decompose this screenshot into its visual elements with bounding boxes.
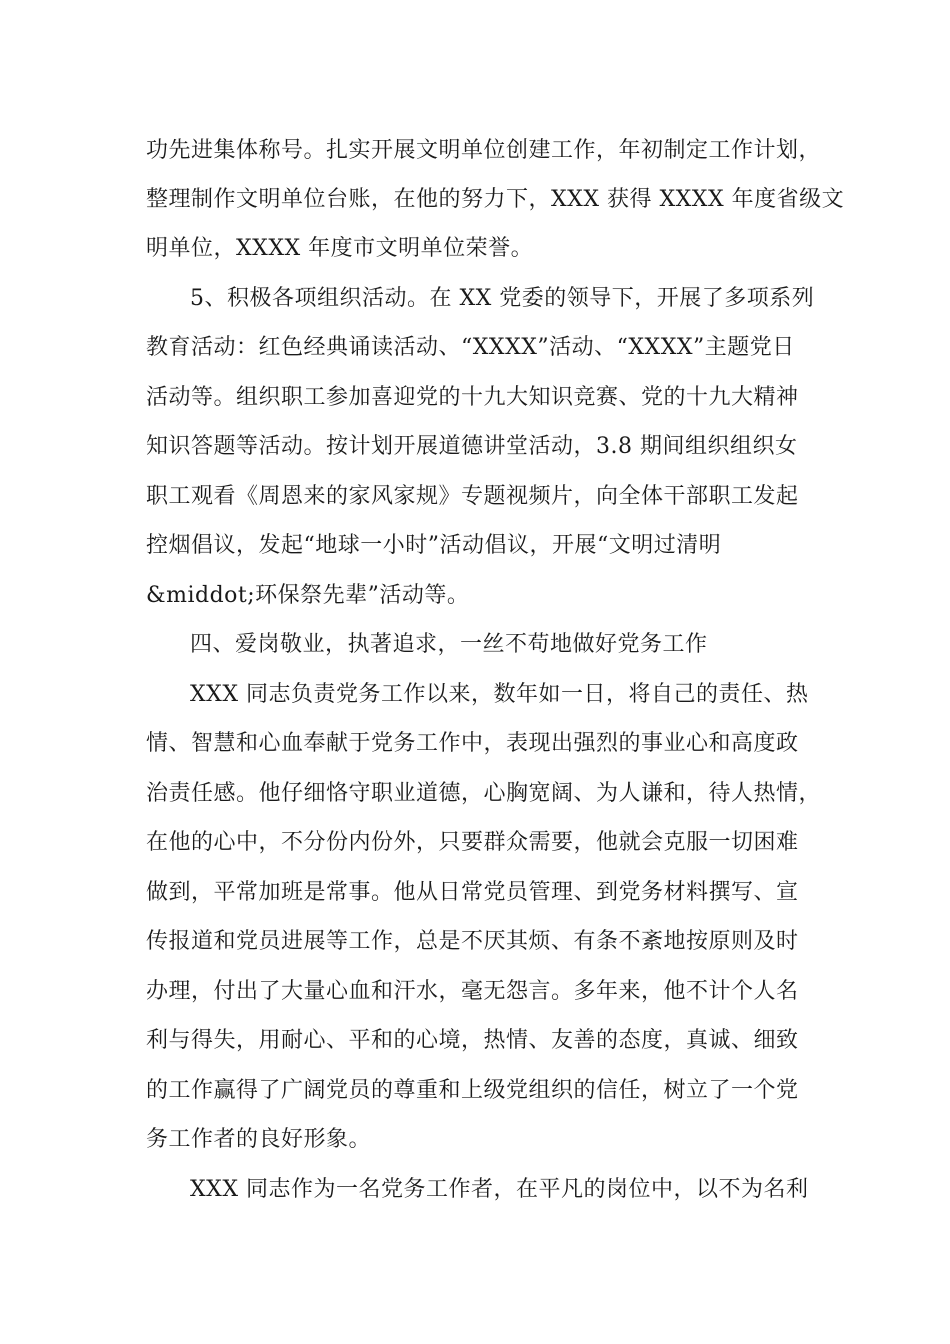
text-line: 的工作赢得了广阔党员的尊重和上级党组织的信任，树立了一个党 — [146, 1078, 799, 1103]
text-line: 活动等。组织职工参加喜迎党的十九大知识竞赛、党的十九大精神 — [146, 385, 799, 410]
text-line: 功先进集体称号。扎实开展文明单位创建工作，年初制定工作计划， — [146, 138, 822, 163]
text-line: 务工作者的良好形象。 — [146, 1127, 372, 1152]
section-heading: 四、爱岗敬业，执著追求，一丝不苟地做好党务工作 — [190, 632, 708, 657]
paragraph-start-line: 5、积极各项组织活动。在 XX 党委的领导下，开展了多项系列 — [190, 286, 815, 311]
text-line: 知识答题等活动。按计划开展道德讲堂活动，3.8 期间组织组织女 — [146, 434, 798, 459]
text-line: 明单位，XXXX 年度市文明单位荣誉。 — [146, 236, 534, 261]
text-line: 利与得失，用耐心、平和的心境，热情、友善的态度，真诚、细致 — [146, 1028, 799, 1053]
paragraph-start-line: XXX 同志负责党务工作以来，数年如一日，将自己的责任、热 — [190, 682, 809, 707]
text-line: 办理，付出了大量心血和汗水，毫无怨言。多年来，他不计个人名 — [146, 979, 799, 1004]
text-line: 做到，平常加班是常事。他从日常党员管理、到党务材料撰写、宣 — [146, 880, 799, 905]
text-line: 治责任感。他仔细恪守职业道德，心胸宽阔、为人谦和，待人热情， — [146, 781, 822, 806]
text-line: 教育活动：红色经典诵读活动、“XXXX”活动、“XXXX”主题党日 — [146, 335, 795, 360]
text-line: 控烟倡议，发起“地球一小时”活动倡议，开展“文明过清明 — [146, 533, 722, 558]
text-line: 传报道和党员进展等工作，总是不厌其烦、有条不紊地按原则及时 — [146, 929, 799, 954]
text-line: 整理制作文明单位台账，在他的努力下，XXX 获得 XXXX 年度省级文 — [146, 187, 845, 212]
paragraph-start-line: XXX 同志作为一名党务工作者，在平凡的岗位中，以不为名利 — [190, 1177, 809, 1202]
text-line: 职工观看《周恩来的家风家规》专题视频片，向全体干部职工发起 — [146, 484, 799, 509]
text-line: &middot;环保祭先辈”活动等。 — [146, 583, 470, 608]
text-line: 在他的心中，不分份内份外，只要群众需要，他就会克服一切困难 — [146, 830, 799, 855]
text-line: 情、智慧和心血奉献于党务工作中，表现出强烈的事业心和高度政 — [146, 731, 799, 756]
